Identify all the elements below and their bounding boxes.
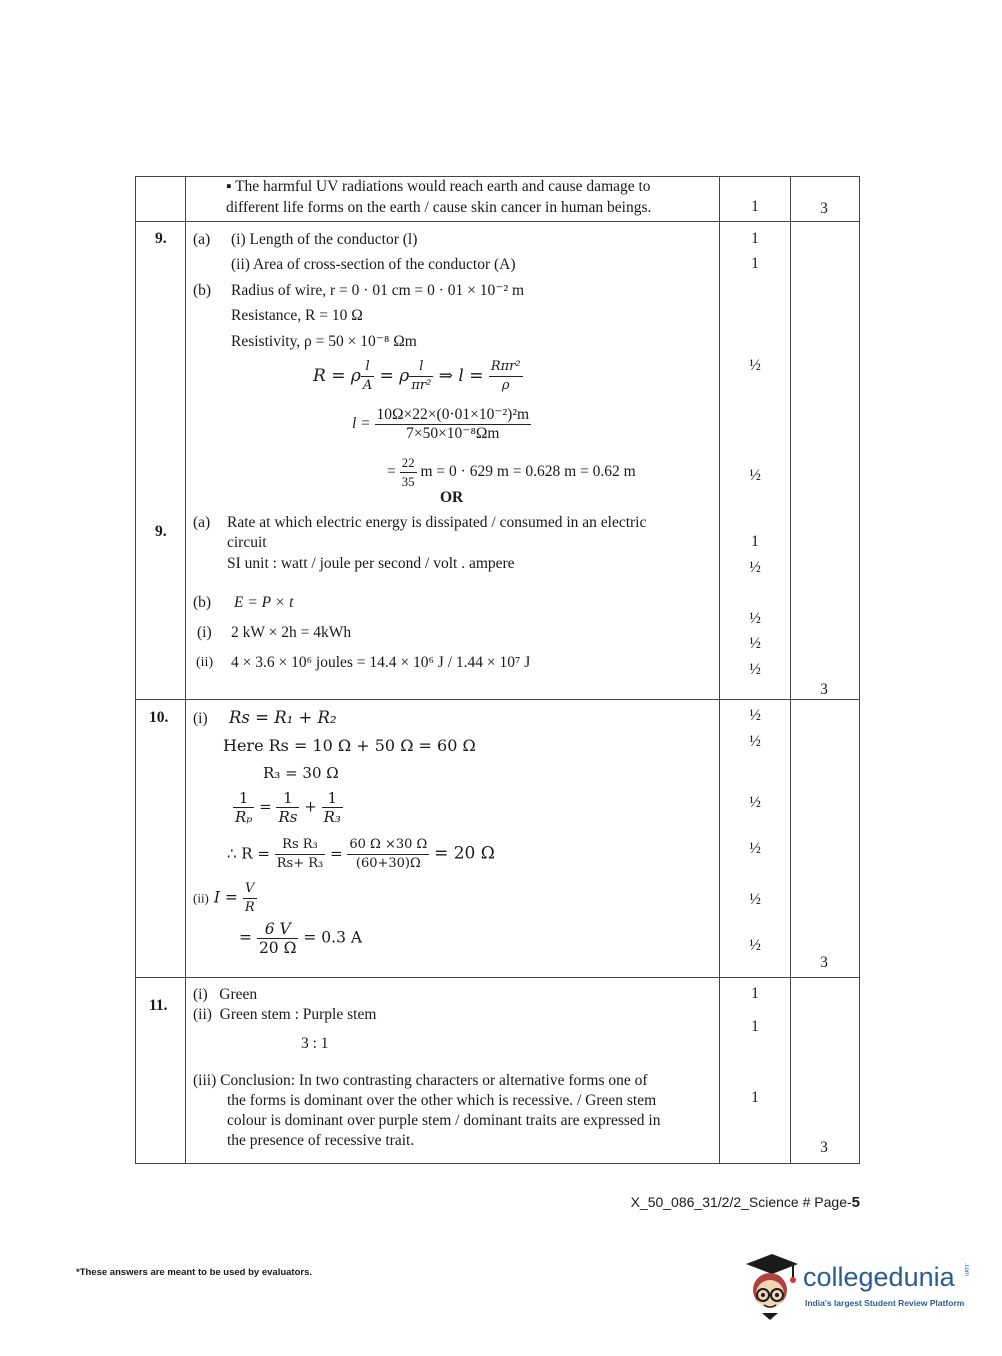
- mark: ½: [749, 794, 761, 811]
- question-number: 9.: [155, 230, 167, 247]
- mark: 1: [751, 533, 759, 550]
- q11-iii-line-2: the forms is dominant over the other which is recessive. / Green stem: [227, 1092, 657, 1109]
- q11-iii-line-4: the presence of recessive trait.: [227, 1132, 415, 1149]
- mark: 1: [751, 1018, 759, 1035]
- q11-ii-text: (ii) Green stem : Purple stem: [193, 1006, 377, 1023]
- part-label: (b): [193, 594, 212, 611]
- q10-r3-value: R₃ = 30 Ω: [263, 764, 339, 782]
- q10-resistance-calc: ∴ R = $\frac{\text{Rs R₃}}{\text{Rs+ R₃}}$ = $\frac{60 \Omega \times 30 \Omega}{(60+30)\Omega}$ = 20 Ω: [227, 837, 495, 871]
- q10-series-value: Here Rs = 10 Ω + 50 Ω = 60 Ω: [223, 736, 476, 755]
- mark: ½: [749, 467, 761, 484]
- mark: 1: [751, 1089, 759, 1106]
- brand-tagline: India's largest Student Review Platform: [805, 1298, 965, 1308]
- mark: ½: [749, 635, 761, 652]
- mark: ½: [749, 357, 761, 374]
- mark: ½: [749, 733, 761, 750]
- mark: ½: [749, 661, 761, 678]
- part-label: (b): [193, 282, 212, 299]
- brand-logo-text: collegedunia: [803, 1262, 955, 1292]
- or-separator: OR: [440, 489, 464, 506]
- mark: ½: [749, 937, 761, 954]
- q11-iii-line-3: colour is dominant over purple stem / dominant traits are expressed in: [227, 1112, 661, 1129]
- mark: 1: [751, 255, 759, 272]
- part-label: (a): [193, 231, 211, 248]
- q11-ratio: 3 : 1: [301, 1035, 329, 1052]
- total-marks: 3: [820, 954, 828, 971]
- part-label: (i): [197, 624, 212, 641]
- total-marks: 3: [820, 681, 828, 698]
- q9b-ii-text: 4 × 3.6 × 10⁶ joules = 14.4 × 10⁶ J / 1.44 × 10⁷ J: [231, 654, 531, 671]
- mark: ½: [749, 840, 761, 857]
- q11-i-text: (i) Green: [193, 986, 258, 1003]
- part-label: (ii): [196, 655, 214, 670]
- q9-b-radius: Radius of wire, r = 0 · 01 cm = 0 · 01 × 10⁻² m: [231, 282, 525, 299]
- mark: ½: [749, 707, 761, 724]
- total-marks: 3: [820, 200, 828, 217]
- q9-b-resistivity: Resistivity, ρ = 50 × 10⁻⁸ Ωm: [231, 333, 417, 350]
- q9-equation-3: = $\frac{22}{35}$ m = 0 · 629 m = 0.628 m = 0.62 m: [387, 455, 636, 489]
- mark: ½: [749, 610, 761, 627]
- part-label: (i): [193, 710, 208, 727]
- mark: ½: [749, 891, 761, 908]
- mark: 1: [751, 985, 759, 1002]
- q9b-a-line-1: Rate at which electric energy is dissipated / consumed in an electric: [227, 514, 647, 531]
- mark: 1: [751, 230, 759, 247]
- evaluator-note: *These answers are meant to be used by evaluators.: [76, 1267, 313, 1278]
- q9-b-resistance: Resistance, R = 10 Ω: [231, 307, 363, 324]
- part-label: (a): [193, 514, 211, 531]
- q10-current-calc: = $\frac{6 V}{20 \Omega}$ = 0.3 A: [239, 920, 363, 957]
- mark: ½: [749, 559, 761, 576]
- q9b-i-text: 2 kW × 2h = 4kWh: [231, 624, 352, 641]
- page-reference: X_50_086_31/2/2_Science # Page-5: [630, 1194, 860, 1211]
- q9-equation-2: l = $\frac{\text{10Ω×22×(0·01×10⁻²)²m}}{\text{7×50×10⁻⁸Ωm}}$: [352, 406, 530, 442]
- q9-a-i: (i) Length of the conductor (l): [231, 231, 418, 248]
- q9-equation-1: R = ρ $\frac{l}{A}$ = ρ $\frac{l}{\text{πr²}}$ ⇒ l = $\frac{\text{Rπr²}}{\rho}$: [313, 359, 521, 393]
- q9b-b-equation: E = P × t: [234, 594, 294, 611]
- mascot-logo-icon: [742, 1250, 802, 1320]
- q10-parallel-formula: $\frac{1}{\text{Rₚ}}$ = $\frac{1}{Rs}$ + $\frac{1}{\text{R₃}}$: [235, 789, 341, 826]
- q11-iii-line-1: (iii) Conclusion: In two contrasting characters or alternative forms one of: [193, 1072, 648, 1089]
- uv-line-1: ▪ The harmful UV radiations would reach earth and cause damage to: [226, 178, 651, 195]
- q9b-si-unit: SI unit : watt / joule per second / volt . ampere: [227, 555, 515, 572]
- question-number: 11.: [149, 997, 168, 1014]
- q9b-a-line-2: circuit: [227, 534, 267, 551]
- mark: 1: [751, 198, 759, 215]
- uv-line-2: different life forms on the earth / cause skin cancer in human beings.: [226, 199, 652, 216]
- total-marks: 3: [820, 1139, 828, 1156]
- q10-series-formula: Rs = R₁ + R₂: [229, 708, 337, 727]
- brand-logo-suffix: .com: [963, 1263, 969, 1277]
- q10-current-formula: (ii) I = $\frac{V}{R}$: [193, 881, 255, 915]
- question-number: 9.: [155, 523, 167, 540]
- q9-a-ii: (ii) Area of cross-section of the conductor (A): [231, 256, 516, 273]
- question-number: 10.: [149, 709, 169, 726]
